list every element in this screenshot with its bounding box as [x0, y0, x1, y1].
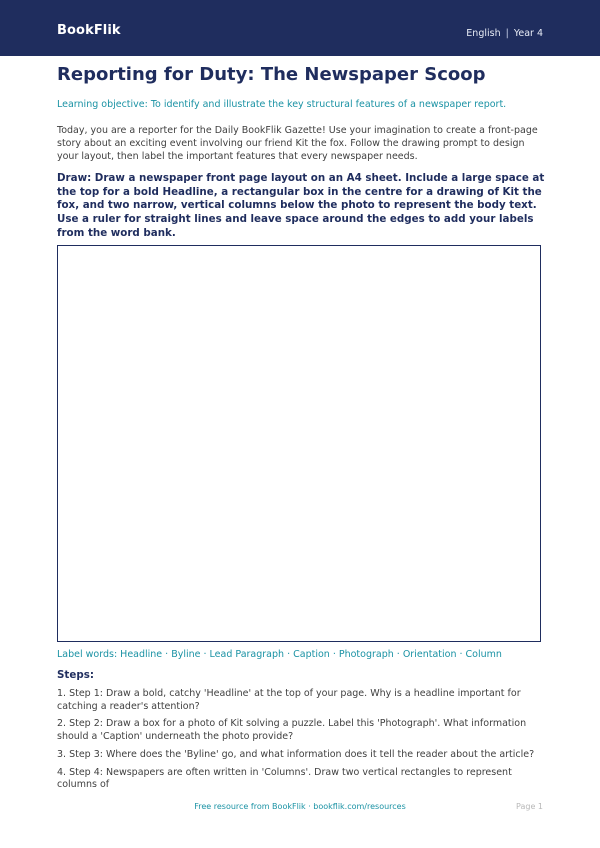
brand-logo-text[interactable]: BookFlik	[57, 23, 121, 38]
meta-separator: |	[505, 28, 509, 39]
steps-list	[57, 688, 547, 797]
draw-prompt: Draw: Draw a newspaper front page layout on an A4 sheet. Include a large space at the top for a bold Headline, a rectangular box in the centre for a drawing of Kit the fox, and two narrow, vertical columns below the photo to represent the body text. Use a ruler for straight lines and leave space around the edges to add your labels from the word bank.	[57, 172, 545, 239]
learning-objective: Learning objective: To identify and illustrate the key structural features of a newspaper report.	[57, 99, 507, 110]
step-item: 3. Step 3: Where does the 'Byline' go, and what information does it tell the reader about the article?	[57, 748, 535, 760]
drawing-area-box[interactable]	[57, 245, 541, 642]
page-title: Reporting for Duty: The Newspaper Scoop	[57, 64, 486, 85]
year-label: Year 4	[513, 28, 543, 39]
step-item: 4. Step 4: Newspapers are often written in 'Columns'. Draw two vertical rectangles to represent columns of	[57, 766, 512, 791]
label-word-bank: Label words: Headline · Byline · Lead Paragraph · Caption · Photograph · Orientation · Column	[57, 649, 502, 660]
intro-paragraph: Today, you are a reporter for the Daily BookFlik Gazette! Use your imagination to create a front-page story about an exciting event involving our friend Kit the fox. Follow the drawing prompt to design your layout, then label the important features that every newspaper needs.	[57, 125, 538, 162]
header-bar	[0, 0, 600, 56]
step-item: 2. Step 2: Draw a box for a photo of Kit solving a puzzle. Label this 'Photograph'. What information should a 'Caption' underneath the photo provide?	[57, 718, 527, 743]
footer-link[interactable]: Free resource from BookFlik · bookflik.com/resources	[194, 802, 406, 811]
subject-year-label	[466, 28, 543, 39]
page-number: Page 1	[516, 802, 543, 811]
step-item: 1. Step 1: Draw a bold, catchy 'Headline' at the top of your page. Why is a headline important for catching a reader's attention?	[57, 688, 521, 712]
subject-label: English	[466, 28, 501, 39]
steps-heading: Steps:	[57, 669, 94, 681]
